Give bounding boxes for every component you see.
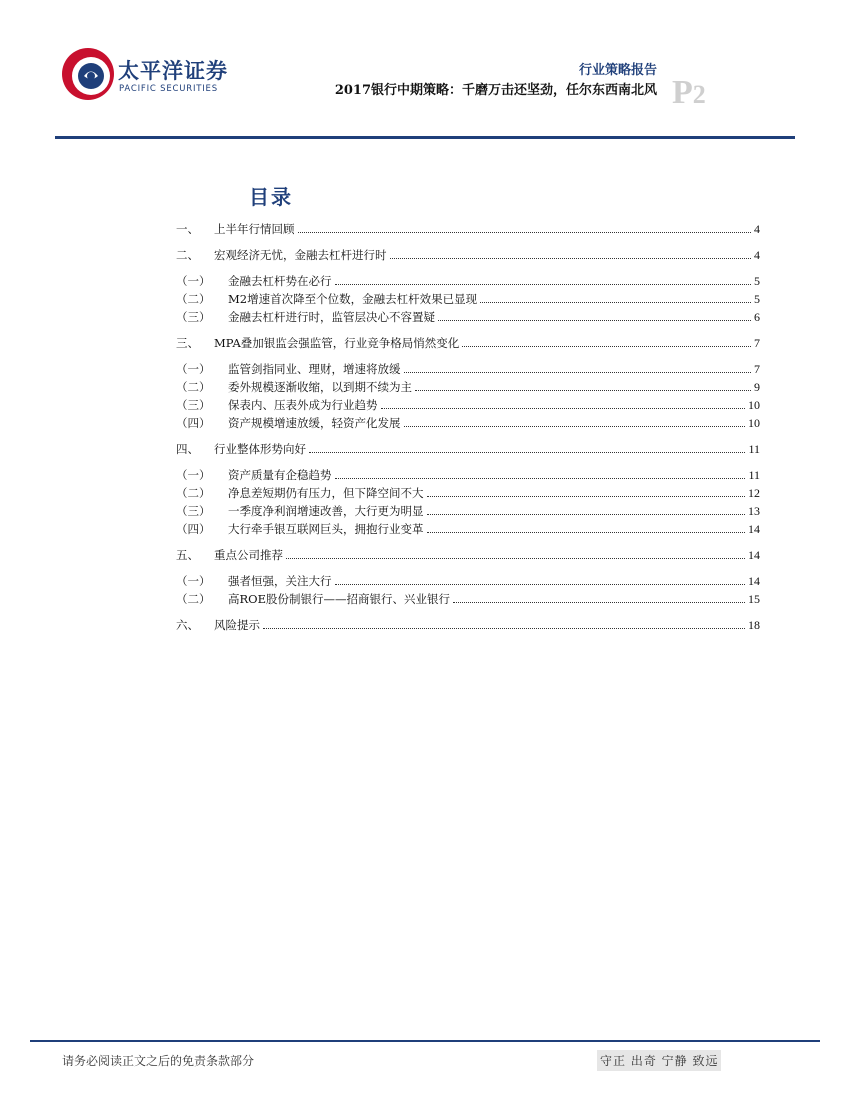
pacific-securities-logo-icon	[60, 46, 116, 102]
toc-entry-page: 7	[754, 336, 760, 350]
report-type: 行业策略报告	[578, 63, 657, 78]
page-letter: P	[672, 74, 693, 111]
report-title: 2017银行中期策略：千磨万击还坚劲，任尔东西南北风	[334, 83, 657, 98]
toc-entry-page: 13	[748, 504, 760, 518]
toc-entry-leader	[427, 531, 746, 533]
toc-entry[interactable]	[176, 245, 760, 262]
toc-entry-leader	[390, 257, 752, 259]
header-divider	[55, 136, 795, 139]
toc-entry-leader	[427, 495, 746, 497]
toc-entry[interactable]	[176, 465, 760, 482]
toc-entry-page: 5	[754, 274, 760, 288]
toc-entry-leader	[453, 601, 745, 603]
toc-entry-number: （二）	[176, 292, 211, 306]
toc-entry-page: 12	[748, 486, 760, 500]
toc-entry-text: MPA叠加银监会强监管，行业竞争格局悄然变化	[214, 336, 460, 350]
toc-entry-page: 18	[748, 618, 760, 632]
footer-motto: 守正 出奇 宁静 致远	[597, 1050, 721, 1071]
toc-entry-text: M2增速首次降至个位数，金融去杠杆效果已显现	[228, 292, 478, 306]
toc-entry-text: 金融去杠杆势在必行	[228, 274, 332, 288]
toc-entry-number: （三）	[176, 398, 211, 412]
toc-entry[interactable]	[176, 377, 760, 394]
toc-entry-leader	[335, 477, 746, 479]
toc-entry-text: 委外规模逐渐收缩，以到期不续为主	[228, 380, 412, 394]
toc-entry-leader	[335, 583, 746, 585]
toc-entry-number: （一）	[176, 362, 211, 376]
toc-entry[interactable]	[176, 571, 760, 588]
toc-entry-text: 上半年行情回顾	[214, 222, 295, 236]
toc-entry[interactable]	[176, 545, 760, 562]
toc-entry-number: 二、	[176, 248, 199, 262]
toc-entry-text: 监管剑指同业、理财，增速将放缓	[228, 362, 401, 376]
toc-entry-text: 高ROE股份制银行——招商银行、兴业银行	[228, 592, 450, 606]
footer-divider	[30, 1040, 820, 1042]
toc-entry-number: （三）	[176, 310, 211, 324]
toc-entry[interactable]	[176, 413, 760, 430]
toc-entry-number: （四）	[176, 416, 211, 430]
toc-entry-page: 5	[754, 292, 760, 306]
toc-entry-number: 一、	[176, 222, 199, 236]
toc-entry-text: 强者恒强，关注大行	[228, 574, 332, 588]
toc-entry[interactable]	[176, 359, 760, 376]
toc-entry-text: 宏观经济无忧，金融去杠杆进行时	[214, 248, 387, 262]
toc-entry-number: （一）	[176, 274, 211, 288]
toc-entry[interactable]	[176, 333, 760, 350]
toc-entry-number: （二）	[176, 380, 211, 394]
toc-entry[interactable]	[176, 307, 760, 324]
toc-entry-leader	[415, 389, 751, 391]
logo-english-name: PACIFIC SECURITIES	[119, 84, 218, 94]
toc-entry-number: （三）	[176, 504, 211, 518]
toc-entry-text: 净息差短期仍有压力，但下降空间不大	[228, 486, 424, 500]
toc-entry-number: （四）	[176, 522, 211, 536]
toc-entry-text: 行业整体形势向好	[214, 442, 306, 456]
toc-entry-page: 4	[754, 248, 760, 262]
toc-entry[interactable]	[176, 219, 760, 236]
toc-entry[interactable]	[176, 501, 760, 518]
toc-entry-text: 重点公司推荐	[214, 548, 283, 562]
toc-entry-page: 14	[748, 522, 760, 536]
toc-entry[interactable]	[176, 289, 760, 306]
toc-entry[interactable]	[176, 589, 760, 606]
toc-entry-leader	[335, 283, 752, 285]
toc-entry-text: 风险提示	[214, 618, 260, 632]
toc-entry-leader	[298, 231, 752, 233]
toc-entry-leader	[462, 345, 751, 347]
page-number-mark	[672, 74, 706, 112]
toc-entry-number: （一）	[176, 574, 211, 588]
toc-entry-leader	[263, 627, 745, 629]
footer-disclaimer: 请务必阅读正文之后的免责条款部分	[62, 1054, 255, 1068]
toc-entry[interactable]	[176, 615, 760, 632]
company-logo	[60, 46, 230, 106]
toc-entry-leader	[480, 301, 751, 303]
toc-entry-text: 一季度净利润增速改善，大行更为明显	[228, 504, 424, 518]
toc-entry-leader	[427, 513, 746, 515]
toc-entry-page: 6	[754, 310, 760, 324]
toc-entry[interactable]	[176, 519, 760, 536]
toc-entry-leader	[381, 407, 746, 409]
toc-entry-text: 资产质量有企稳趋势	[228, 468, 332, 482]
toc-entry[interactable]	[176, 395, 760, 412]
toc-entry[interactable]	[176, 483, 760, 500]
toc-entry-page: 10	[748, 398, 760, 412]
toc-entry-leader	[286, 557, 745, 559]
toc-entry-text: 保表内、压表外成为行业趋势	[228, 398, 378, 412]
toc-entry-text: 资产规模增速放缓，轻资产化发展	[228, 416, 401, 430]
toc-entry-number: （二）	[176, 592, 211, 606]
page-number: 2	[692, 80, 706, 109]
toc-entry-text: 大行牵手银互联网巨头，拥抱行业变革	[228, 522, 424, 536]
toc-entry-leader	[309, 451, 745, 453]
toc-entry[interactable]	[176, 271, 760, 288]
logo-chinese-name: 太平洋证券	[118, 59, 228, 83]
toc-entry-number: 六、	[176, 618, 199, 632]
toc-entry-number: （二）	[176, 486, 211, 500]
toc-entry-number: （一）	[176, 468, 211, 482]
toc-entry-text: 金融去杠杆进行时，监管层决心不容置疑	[228, 310, 435, 324]
toc-entry-page: 14	[748, 574, 760, 588]
toc-entry-leader	[404, 371, 752, 373]
toc-entry-page: 10	[748, 416, 760, 430]
toc-entry-number: 五、	[176, 548, 199, 562]
toc-entry-number: 四、	[176, 442, 199, 456]
toc-entry-page: 14	[748, 548, 760, 562]
toc-entry-page: 7	[754, 362, 760, 376]
toc-entry-page: 15	[748, 592, 760, 606]
toc-entry-page: 11	[748, 468, 760, 482]
toc-entry-page: 11	[748, 442, 760, 456]
toc-entry-page: 9	[754, 380, 760, 394]
toc-title: 目录	[249, 185, 293, 209]
toc-entry-number: 三、	[176, 336, 199, 350]
toc-entry-page: 4	[754, 222, 760, 236]
toc-entry-leader	[438, 319, 751, 321]
toc-entry[interactable]	[176, 439, 760, 456]
toc-entry-leader	[404, 425, 746, 427]
